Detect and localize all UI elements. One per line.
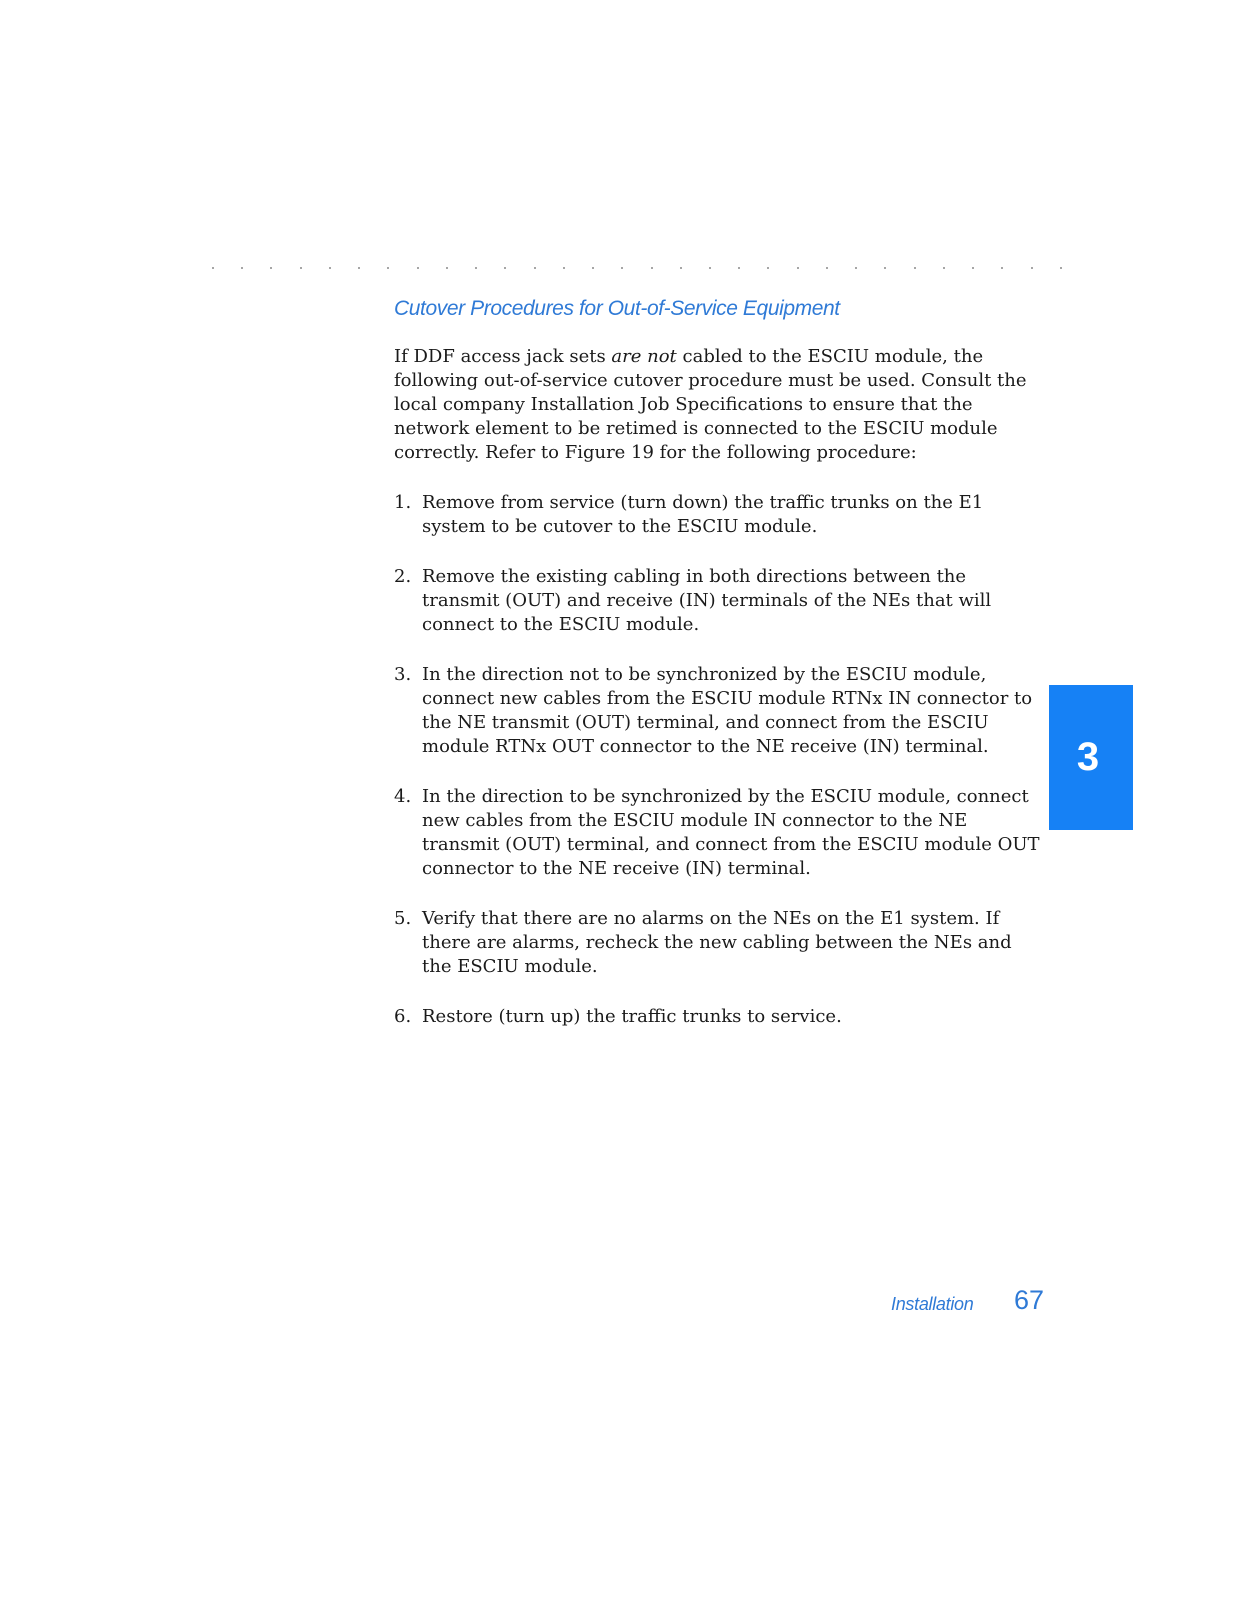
separator-dot — [300, 267, 302, 269]
separator-dot — [417, 267, 419, 269]
separator-dot — [534, 267, 536, 269]
separator-dot — [1031, 267, 1033, 269]
step-number: 3. — [394, 664, 412, 685]
intro-paragraph — [394, 345, 1042, 465]
separator-dot — [738, 267, 740, 269]
separator-dot — [680, 267, 682, 269]
separator-dot — [387, 267, 389, 269]
step-text: In the direction not to be synchronized by the ESCIU module, connect new cables from the ESCIU module RTNx IN connector to the NE transmit (OUT) terminal, and connect from the ESCIU module RTNx OUT connector to the NE receive (IN) terminal. — [422, 664, 1033, 757]
step-number: 4. — [394, 786, 412, 807]
procedure-step — [394, 1005, 1042, 1029]
section-heading: Cutover Procedures for Out-of-Service Equipment — [394, 297, 840, 320]
separator-dot — [914, 267, 916, 269]
separator-dot — [855, 267, 857, 269]
procedure-step — [394, 785, 1042, 881]
separator-dot — [592, 267, 594, 269]
step-text: Remove the existing cabling in both directions between the transmit (OUT) and receive (IN) terminals of the NEs that will connect to the ESCIU module. — [422, 566, 992, 635]
separator-dot — [651, 267, 653, 269]
step-text: Remove from service (turn down) the traffic trunks on the E1 system to be cutover to the ESCIU module. — [422, 492, 984, 537]
separator-dot — [826, 267, 828, 269]
step-number: 6. — [394, 1006, 412, 1027]
separator-dot — [972, 267, 974, 269]
intro-emphasis: are not — [611, 346, 677, 367]
separator-dot — [709, 267, 711, 269]
separator-dot — [621, 267, 623, 269]
separator-dot — [504, 267, 506, 269]
step-text: Verify that there are no alarms on the NEs on the E1 system. If there are alarms, recheck the new cabling between the NEs and the ESCIU module. — [422, 908, 1012, 977]
section-body — [394, 345, 1042, 1055]
footer-section-label: Installation — [891, 1294, 974, 1314]
separator-dot — [767, 267, 769, 269]
procedure-step — [394, 907, 1042, 979]
step-number: 5. — [394, 908, 412, 929]
step-text: Restore (turn up) the traffic trunks to service. — [422, 1006, 842, 1027]
separator-dot — [1060, 267, 1062, 269]
separator-dot — [241, 267, 243, 269]
separator-dot — [270, 267, 272, 269]
separator-dot — [212, 267, 214, 269]
separator-dot — [1001, 267, 1003, 269]
procedure-step — [394, 565, 1042, 637]
separator-dot — [358, 267, 360, 269]
step-number: 2. — [394, 566, 412, 587]
separator-dot — [797, 267, 799, 269]
procedure-steps — [394, 491, 1042, 1029]
procedure-step — [394, 663, 1042, 759]
dotted-separator — [212, 262, 1062, 274]
step-number: 1. — [394, 492, 412, 513]
page-number: 67 — [1014, 1285, 1045, 1315]
intro-text-start: If DDF access jack sets — [394, 346, 612, 367]
separator-dot — [884, 267, 886, 269]
separator-dot — [329, 267, 331, 269]
chapter-number: 3 — [1076, 735, 1100, 779]
separator-dot — [446, 267, 448, 269]
intro-text-end: cabled to the ESCIU module, the following out-of-service cutover procedure must be used. Consult the local company Installation Job Specifications to ensure that the network element to be retimed is connected to the ESCIU module correctly. Refer to Figure 19 for the following procedure: — [394, 346, 1027, 463]
separator-dot — [943, 267, 945, 269]
step-text: In the direction to be synchronized by the ESCIU module, connect new cables from the ESCIU module IN connector to the NE transmit (OUT) terminal, and connect from the ESCIU module OUT connector to the NE receive (IN) terminal. — [422, 786, 1040, 879]
chapter-tab — [1049, 685, 1133, 830]
procedure-step — [394, 491, 1042, 539]
separator-dot — [563, 267, 565, 269]
separator-dot — [475, 267, 477, 269]
